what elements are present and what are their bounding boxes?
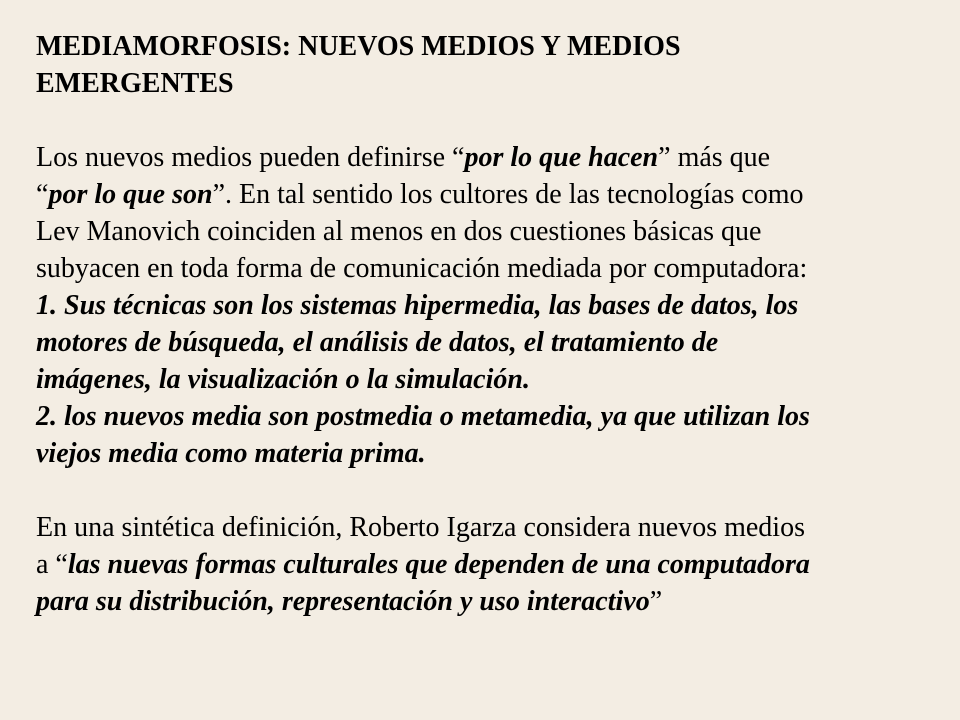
definition-text: En una sintética definición, Roberto Igarza considera nuevos medios: [36, 512, 805, 543]
intro-paragraph: [36, 139, 936, 472]
point-1-line: motores de búsqueda, el análisis de datos, el tratamiento de: [36, 327, 719, 358]
intro-text: Los nuevos medios pueden definirse “: [36, 142, 465, 173]
intro-text: Lev Manovich coinciden al menos en dos cuestiones básicas que: [36, 216, 762, 247]
point-2-line: 2. los nuevos media son postmedia o metamedia, ya que utilizan los: [36, 401, 810, 432]
intro-emphasis: por lo que son: [48, 179, 213, 210]
intro-text: “: [36, 179, 49, 210]
definition-paragraph: [36, 509, 936, 620]
intro-text: ” más que: [658, 142, 771, 173]
title-line-2: EMERGENTES: [36, 68, 234, 99]
intro-emphasis: por lo que hacen: [464, 142, 659, 173]
definition-text: ”: [649, 586, 663, 617]
slide-content: [36, 28, 936, 620]
point-1-line: 1. Sus técnicas son los sistemas hipermedia, las bases de datos, los: [36, 290, 799, 321]
spacer: [36, 102, 936, 139]
slide-title: [36, 28, 936, 102]
intro-text: ”. En tal sentido los cultores de las tecnologías como: [212, 179, 804, 210]
point-1-line: imágenes, la visualización o la simulación.: [36, 364, 530, 395]
title-line-1: MEDIAMORFOSIS: NUEVOS MEDIOS Y MEDIOS: [36, 31, 681, 62]
intro-text: subyacen en toda forma de comunicación mediada por computadora:: [36, 253, 808, 284]
definition-quote: las nuevas formas culturales que dependen de una computadora: [67, 549, 810, 580]
definition-quote: para su distribución, representación y uso interactivo: [36, 586, 650, 617]
spacer: [36, 472, 936, 509]
definition-text: a “: [36, 549, 68, 580]
point-2-line: viejos media como materia prima.: [36, 438, 426, 469]
